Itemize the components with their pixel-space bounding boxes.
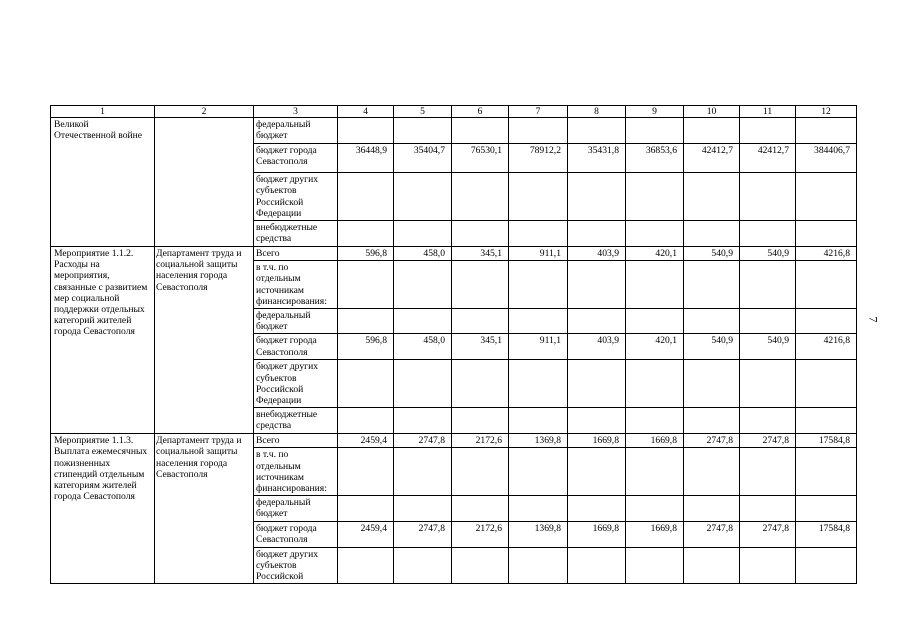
- value-cell: 2747,8: [394, 521, 452, 547]
- value-cell: 17584,8: [796, 521, 857, 547]
- column-header: 8: [568, 106, 626, 118]
- funding-source: в т.ч. по отдельным источникам финансирования:: [254, 261, 338, 309]
- value-cell: 1369,8: [509, 434, 568, 448]
- value-cell: [684, 261, 740, 309]
- value-cell: 1369,8: [509, 521, 568, 547]
- funding-source: бюджет других субъектов Российской: [254, 547, 338, 584]
- table-body: [51, 106, 857, 584]
- value-cell: [796, 118, 857, 144]
- column-header: 3: [254, 106, 338, 118]
- value-cell: [796, 408, 857, 434]
- value-cell: [452, 496, 509, 521]
- value-cell: [509, 496, 568, 521]
- value-cell: 540,9: [684, 334, 740, 360]
- value-cell: [338, 309, 394, 334]
- value-cell: 596,8: [338, 334, 394, 360]
- value-cell: [452, 408, 509, 434]
- funding-source: федеральный бюджет: [254, 309, 338, 334]
- value-cell: [796, 309, 857, 334]
- value-cell: [338, 408, 394, 434]
- column-header: 12: [796, 106, 857, 118]
- value-cell: [394, 221, 452, 247]
- column-header: 10: [684, 106, 740, 118]
- value-cell: [452, 360, 509, 408]
- value-cell: [568, 360, 626, 408]
- value-cell: 1669,8: [568, 434, 626, 448]
- funding-source: бюджет других субъектов Российской Федерации: [254, 173, 338, 221]
- value-cell: [568, 408, 626, 434]
- value-cell: [684, 118, 740, 144]
- value-cell: [626, 496, 684, 521]
- funding-source: федеральный бюджет: [254, 496, 338, 521]
- measure-description: Мероприятие 1.1.3. Выплата ежемесячных пожизненных стипендий отдельным категориям жителей города Севастополя: [51, 434, 155, 584]
- value-cell: 2172,6: [452, 521, 509, 547]
- value-cell: [796, 221, 857, 247]
- value-cell: [796, 173, 857, 221]
- page-number: 7: [866, 316, 881, 323]
- value-cell: 540,9: [740, 334, 796, 360]
- value-cell: [568, 496, 626, 521]
- value-cell: 458,0: [394, 334, 452, 360]
- value-cell: [338, 221, 394, 247]
- responsible-department: Департамент труда и социальной защиты населения города Севастополя: [155, 247, 254, 434]
- value-cell: 4216,8: [796, 247, 857, 261]
- value-cell: [452, 173, 509, 221]
- value-cell: 2459,4: [338, 521, 394, 547]
- value-cell: 420,1: [626, 247, 684, 261]
- value-cell: 345,1: [452, 247, 509, 261]
- value-cell: [568, 448, 626, 496]
- value-cell: 36448,9: [338, 144, 394, 173]
- value-cell: [740, 309, 796, 334]
- value-cell: [452, 118, 509, 144]
- value-cell: [452, 448, 509, 496]
- value-cell: [452, 221, 509, 247]
- funding-source: внебюджетные средства: [254, 221, 338, 247]
- value-cell: [684, 309, 740, 334]
- value-cell: [626, 118, 684, 144]
- value-cell: [452, 309, 509, 334]
- funding-source: федеральный бюджет: [254, 118, 338, 144]
- value-cell: [394, 408, 452, 434]
- value-cell: 42412,7: [740, 144, 796, 173]
- value-cell: 2747,8: [684, 434, 740, 448]
- column-header: 5: [394, 106, 452, 118]
- value-cell: [684, 360, 740, 408]
- value-cell: [338, 173, 394, 221]
- value-cell: [740, 173, 796, 221]
- header-row: [51, 106, 857, 118]
- value-cell: [452, 547, 509, 584]
- value-cell: 35404,7: [394, 144, 452, 173]
- value-cell: 4216,8: [796, 334, 857, 360]
- value-cell: [740, 261, 796, 309]
- value-cell: 540,9: [684, 247, 740, 261]
- value-cell: [338, 261, 394, 309]
- value-cell: [394, 309, 452, 334]
- value-cell: [626, 360, 684, 408]
- value-cell: 2747,8: [740, 434, 796, 448]
- value-cell: 1669,8: [568, 521, 626, 547]
- column-header: 6: [452, 106, 509, 118]
- value-cell: [684, 173, 740, 221]
- value-cell: [684, 547, 740, 584]
- value-cell: [684, 221, 740, 247]
- value-cell: 2459,4: [338, 434, 394, 448]
- column-header: 1: [51, 106, 155, 118]
- measure-description: Великой Отечественной войне: [51, 118, 155, 247]
- value-cell: [568, 261, 626, 309]
- value-cell: 420,1: [626, 334, 684, 360]
- value-cell: [796, 496, 857, 521]
- value-cell: [740, 118, 796, 144]
- value-cell: 78912,2: [509, 144, 568, 173]
- value-cell: 2172,6: [452, 434, 509, 448]
- value-cell: 35431,8: [568, 144, 626, 173]
- value-cell: [394, 360, 452, 408]
- value-cell: 36853,6: [626, 144, 684, 173]
- value-cell: [509, 360, 568, 408]
- value-cell: 403,9: [568, 247, 626, 261]
- value-cell: [626, 448, 684, 496]
- funding-source: внебюджетные средства: [254, 408, 338, 434]
- value-cell: [740, 496, 796, 521]
- budget-table: [50, 105, 857, 584]
- value-cell: 403,9: [568, 334, 626, 360]
- column-header: 9: [626, 106, 684, 118]
- value-cell: [568, 221, 626, 247]
- value-cell: [568, 309, 626, 334]
- value-cell: 2747,8: [740, 521, 796, 547]
- value-cell: 911,1: [509, 247, 568, 261]
- value-cell: [626, 173, 684, 221]
- measure-description: Мероприятие 1.1.2. Расходы на мероприятия, связанные с развитием мер социальной поддержки отдельных категорий жителей города Севастополя: [51, 247, 155, 434]
- responsible-department: Департамент труда и социальной защиты населения города Севастополя: [155, 434, 254, 584]
- value-cell: [338, 360, 394, 408]
- column-header: 7: [509, 106, 568, 118]
- value-cell: [509, 547, 568, 584]
- value-cell: [394, 547, 452, 584]
- value-cell: [684, 496, 740, 521]
- value-cell: [626, 309, 684, 334]
- value-cell: [394, 496, 452, 521]
- value-cell: [509, 118, 568, 144]
- value-cell: [626, 547, 684, 584]
- value-cell: 17584,8: [796, 434, 857, 448]
- value-cell: [394, 173, 452, 221]
- value-cell: [740, 360, 796, 408]
- value-cell: [338, 448, 394, 496]
- value-cell: [626, 221, 684, 247]
- value-cell: [796, 547, 857, 584]
- value-cell: [740, 547, 796, 584]
- value-cell: [338, 118, 394, 144]
- value-cell: [452, 261, 509, 309]
- value-cell: 2747,8: [684, 521, 740, 547]
- value-cell: [568, 118, 626, 144]
- value-cell: 1669,8: [626, 521, 684, 547]
- value-cell: [509, 261, 568, 309]
- value-cell: [626, 261, 684, 309]
- value-cell: 384406,7: [796, 144, 857, 173]
- funding-source: Всего: [254, 434, 338, 448]
- column-header: 4: [338, 106, 394, 118]
- value-cell: 911,1: [509, 334, 568, 360]
- value-cell: 42412,7: [684, 144, 740, 173]
- table-row: [51, 434, 857, 448]
- funding-source: бюджет города Севастополя: [254, 334, 338, 360]
- value-cell: [509, 221, 568, 247]
- value-cell: [568, 173, 626, 221]
- value-cell: 76530,1: [452, 144, 509, 173]
- value-cell: [509, 448, 568, 496]
- value-cell: [394, 261, 452, 309]
- value-cell: [740, 221, 796, 247]
- value-cell: [684, 408, 740, 434]
- value-cell: [740, 408, 796, 434]
- value-cell: [796, 360, 857, 408]
- table-row: [51, 247, 857, 261]
- value-cell: 540,9: [740, 247, 796, 261]
- funding-source: Всего: [254, 247, 338, 261]
- value-cell: [509, 309, 568, 334]
- value-cell: [338, 547, 394, 584]
- value-cell: 458,0: [394, 247, 452, 261]
- table-row: [51, 118, 857, 144]
- value-cell: 1669,8: [626, 434, 684, 448]
- column-header: 11: [740, 106, 796, 118]
- value-cell: [568, 547, 626, 584]
- value-cell: [626, 408, 684, 434]
- value-cell: [740, 448, 796, 496]
- value-cell: [796, 261, 857, 309]
- funding-source: бюджет города Севастополя: [254, 144, 338, 173]
- value-cell: [509, 173, 568, 221]
- funding-source: бюджет города Севастополя: [254, 521, 338, 547]
- value-cell: [394, 118, 452, 144]
- value-cell: [509, 408, 568, 434]
- value-cell: [684, 448, 740, 496]
- value-cell: [338, 496, 394, 521]
- value-cell: 596,8: [338, 247, 394, 261]
- responsible-department: [155, 118, 254, 247]
- value-cell: [394, 448, 452, 496]
- value-cell: [796, 448, 857, 496]
- funding-source: в т.ч. по отдельным источникам финансирования:: [254, 448, 338, 496]
- column-header: 2: [155, 106, 254, 118]
- funding-source: бюджет других субъектов Российской Федерации: [254, 360, 338, 408]
- value-cell: 345,1: [452, 334, 509, 360]
- value-cell: 2747,8: [394, 434, 452, 448]
